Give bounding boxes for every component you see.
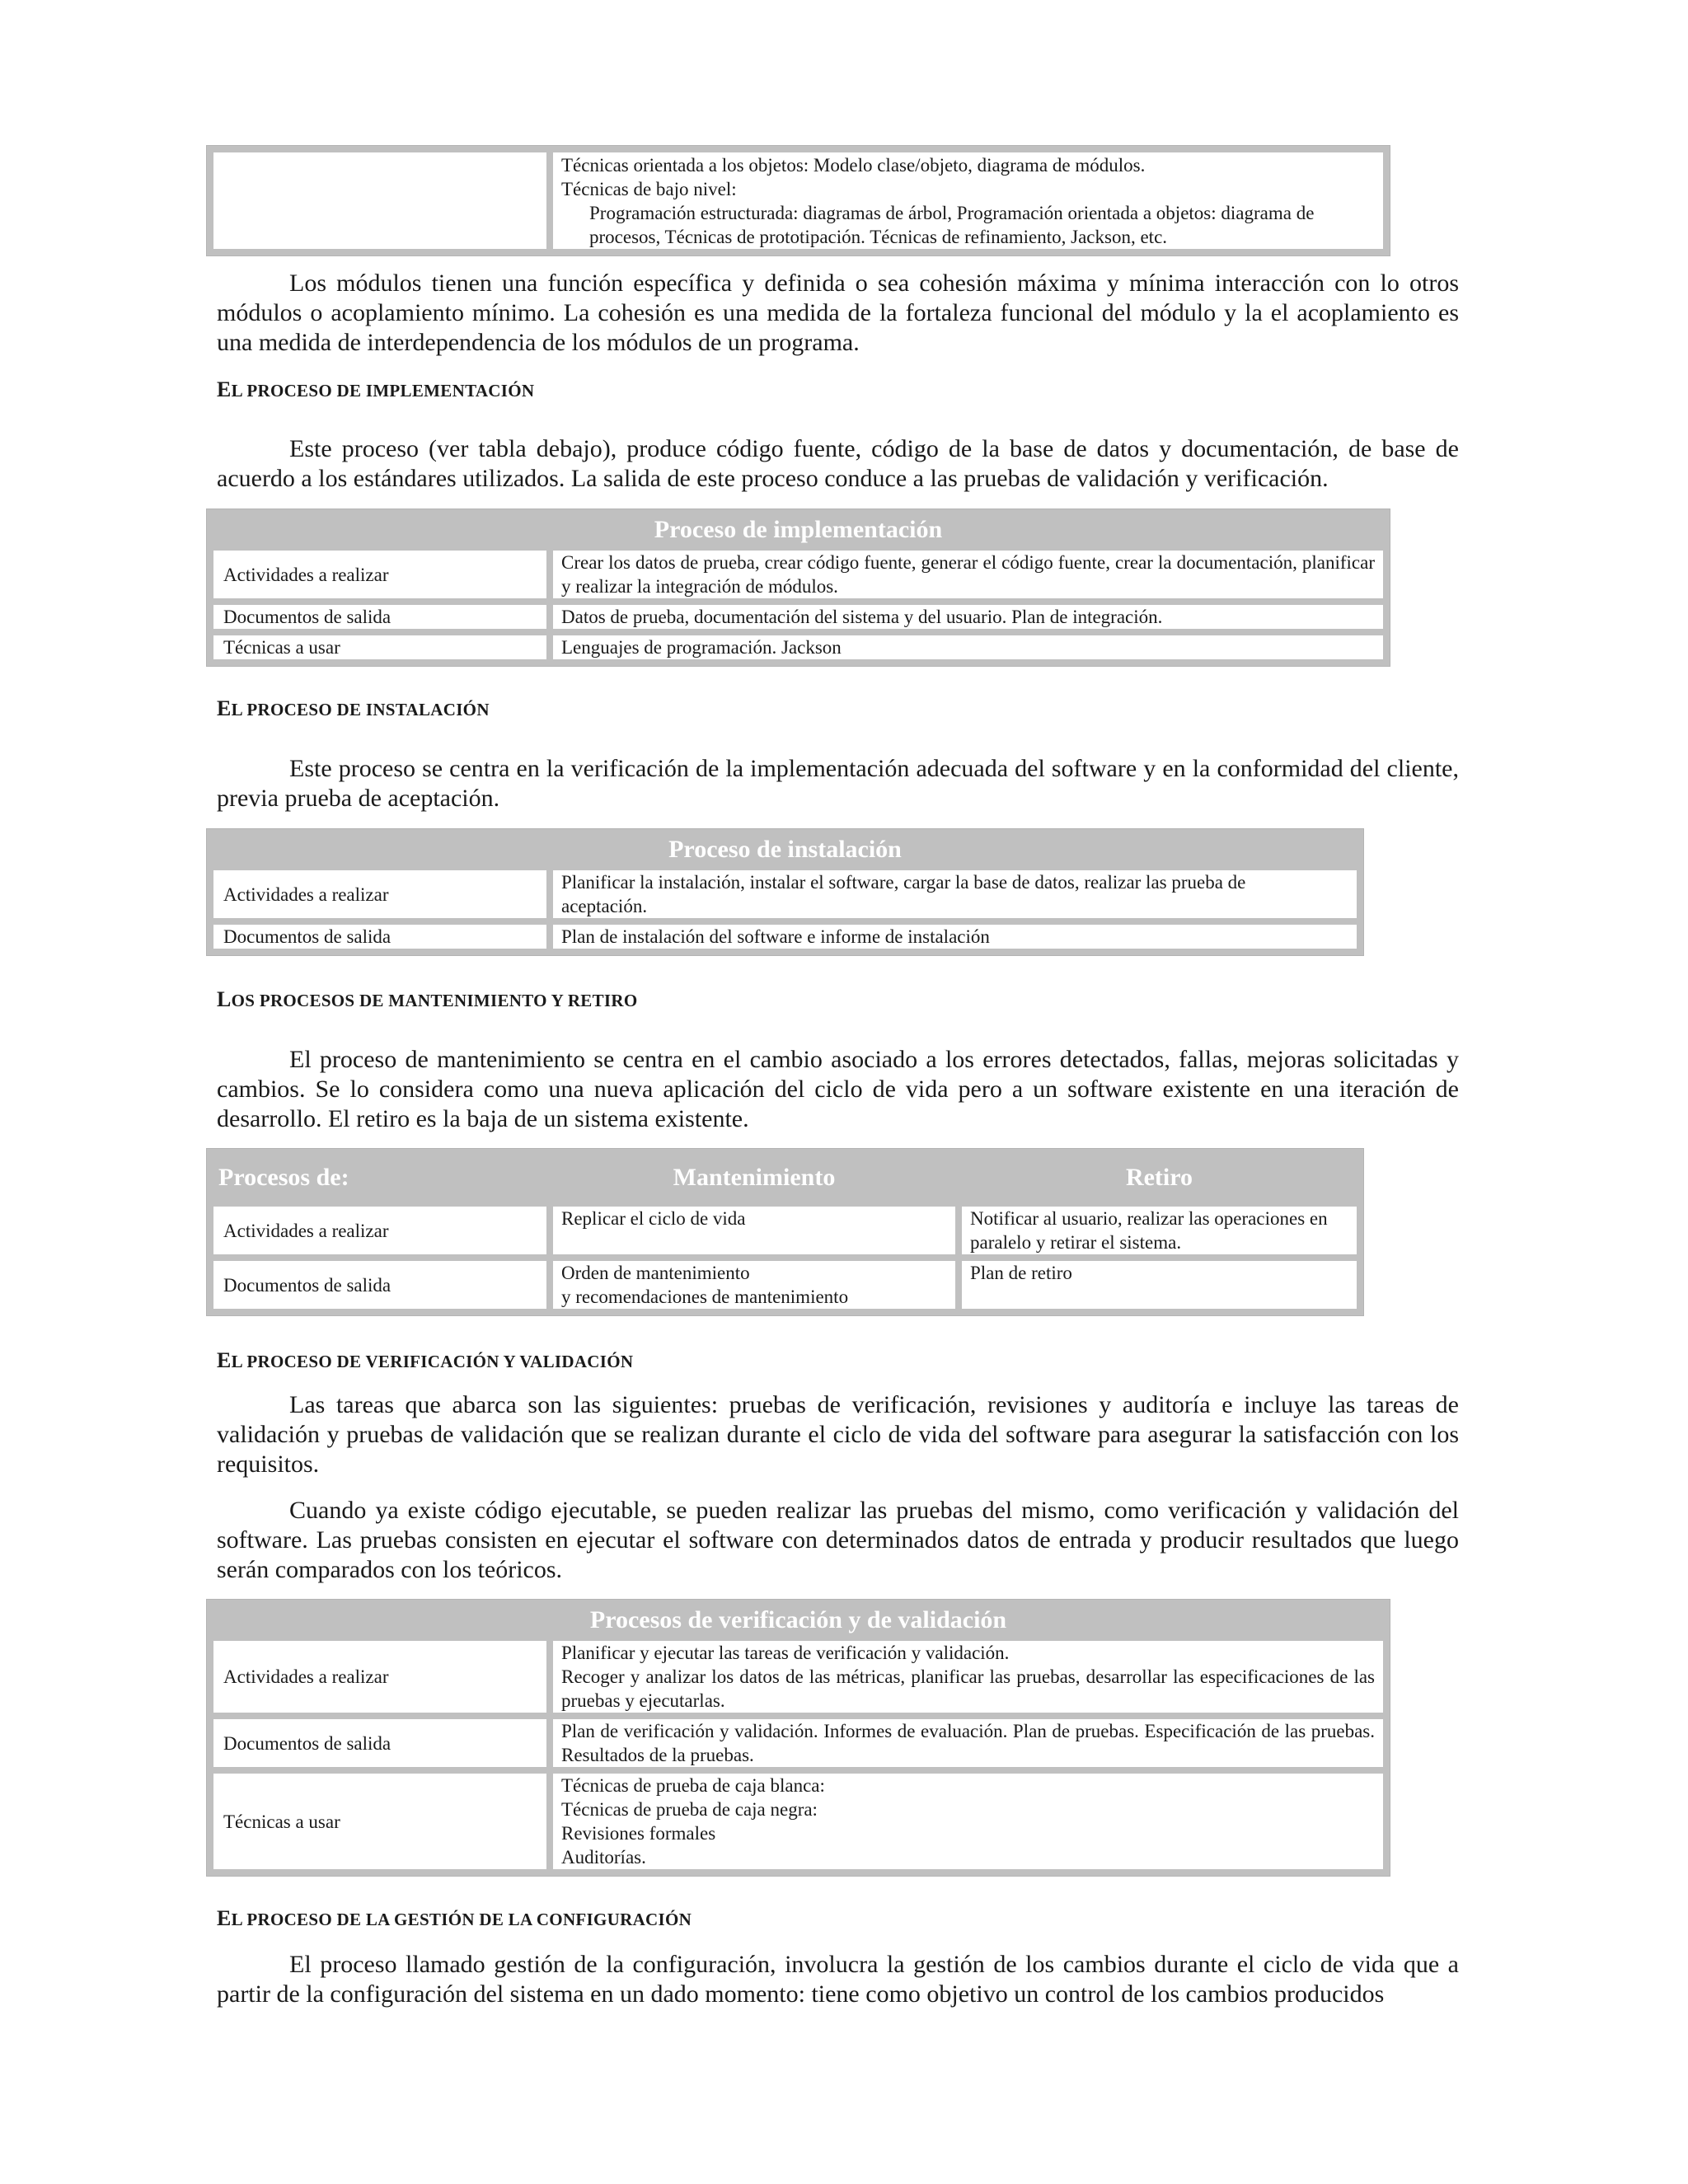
- cell-line: Orden de mantenimiento: [561, 1263, 750, 1283]
- table-cell-label: Técnicas a usar: [213, 1774, 546, 1869]
- section-heading-instalacion: EL PROCESO DE INSTALACIÓN: [217, 696, 490, 720]
- table-cell-value: Lenguajes de programación. Jackson: [553, 635, 1383, 659]
- table-cell-label: Actividades a realizar: [213, 551, 546, 598]
- table-row: [213, 152, 1383, 249]
- table-cell-value: [962, 1261, 1357, 1309]
- table-row: [213, 1261, 1357, 1309]
- cell-line: Técnicas de prueba de caja negra:: [561, 1799, 818, 1820]
- section-heading-mantenimiento: LOS PROCESOS DE MANTENIMIENTO Y RETIRO: [217, 987, 638, 1011]
- table-header: Retiro: [962, 1155, 1357, 1200]
- cell-line-indented: Programación estructurada: diagramas de árbol, Programación orientada a objetos: diagrama de procesos, Técnicas de prototipación. Técnicas de refinamiento, Jackson, etc.: [589, 203, 1315, 247]
- table-cell-label: Documentos de salida: [213, 1719, 546, 1767]
- table-row: [213, 605, 1383, 629]
- table-cell-value: [553, 152, 1383, 249]
- cell-line: Técnicas orientada a los objetos: Modelo clase/objeto, diagrama de módulos.: [561, 155, 1146, 176]
- design-techniques-table: [206, 145, 1390, 256]
- cell-line: Plan de retiro: [970, 1263, 1072, 1283]
- table-row: [213, 870, 1357, 918]
- section-heading-verificacion: EL PROCESO DE VERIFICACIÓN Y VALIDACIÓN: [217, 1348, 634, 1372]
- table-title: Procesos de verificación y de validación: [213, 1606, 1383, 1634]
- table-row: [213, 925, 1357, 949]
- verification-table: [206, 1599, 1390, 1877]
- table-cell-value: Plan de instalación del software e informe de instalación: [553, 925, 1357, 949]
- section-heading-implementacion: EL PROCESO DE IMPLEMENTACIÓN: [217, 377, 535, 401]
- implementation-table: [206, 509, 1390, 667]
- table-cell-label: Documentos de salida: [213, 1261, 546, 1309]
- table-title: Proceso de instalación: [213, 836, 1357, 864]
- table-cell-value: Crear los datos de prueba, crear código fuente, generar el código fuente, crear la documentación, planificar y realizar la integración de módulos.: [553, 551, 1383, 598]
- table-header: Mantenimiento: [553, 1155, 955, 1200]
- cell-line: Auditorías.: [561, 1847, 646, 1868]
- maintenance-table: [206, 1148, 1364, 1316]
- paragraph-verificacion-2: Cuando ya existe código ejecutable, se pueden realizar las pruebas del mismo, como verificación y validación del software. Las pruebas consisten en ejecutar el software con determinados datos de entrada y producir resultados que luego serán comparados con los teóricos.: [217, 1497, 1459, 1583]
- cell-line: y recomendaciones de mantenimiento: [561, 1286, 849, 1307]
- table-row: [213, 635, 1383, 659]
- table-header: Procesos de:: [213, 1155, 546, 1200]
- section-heading-configuracion: EL PROCESO DE LA GESTIÓN DE LA CONFIGURACIÓN: [217, 1906, 692, 1930]
- cell-line: Recoger y analizar los datos de las métricas, planificar las pruebas, desarrollar las especificaciones de las pruebas y ejecutarlas.: [561, 1666, 1375, 1711]
- cell-line: Técnicas de bajo nivel:: [561, 179, 737, 199]
- table-cell-value: [553, 1261, 955, 1309]
- table-cell-label: Actividades a realizar: [213, 1641, 546, 1713]
- table-cell-label: Documentos de salida: [213, 605, 546, 629]
- table-cell-value: [553, 1207, 955, 1254]
- table-cell-value: Datos de prueba, documentación del sistema y del usuario. Plan de integración.: [553, 605, 1383, 629]
- table-row: [213, 1719, 1383, 1767]
- table-row: [213, 551, 1383, 598]
- table-cell-value: Planificar la instalación, instalar el software, cargar la base de datos, realizar las prueba de aceptación.: [553, 870, 1357, 918]
- cell-line: Notificar al usuario, realizar las operaciones en paralelo y retirar el sistema.: [970, 1208, 1328, 1253]
- table-cell-label: Actividades a realizar: [213, 1207, 546, 1254]
- installation-table: [206, 828, 1364, 956]
- cell-line: Replicar el ciclo de vida: [561, 1208, 746, 1229]
- table-cell-value: [553, 1719, 1383, 1767]
- table-row: [213, 1641, 1383, 1713]
- cell-line: Revisiones formales: [561, 1823, 716, 1844]
- paragraph-instalacion: Este proceso se centra en la verificación de la implementación adecuada del software y en la conformidad del cliente, previa prueba de aceptación.: [217, 755, 1459, 812]
- table-row: [213, 1207, 1357, 1254]
- paragraph-configuracion: El proceso llamado gestión de la configuración, involucra la gestión de los cambios durante el ciclo de vida que a partir de la configuración del sistema en un dado momento: tiene como objetivo un control de los cambios producidos: [217, 1951, 1459, 2008]
- table-cell-label: Técnicas a usar: [213, 635, 546, 659]
- cell-line: Plan de verificación y validación. Informes de evaluación. Plan de pruebas. Especificación de las pruebas. Resultados de la pruebas.: [561, 1721, 1375, 1765]
- table-row: [213, 1774, 1383, 1869]
- paragraph-modules: Los módulos tienen una función específica y definida o sea cohesión máxima y mínima interacción con lo otros módulos o acoplamiento mínimo. La cohesión es una medida de la fortaleza funcional del módulo y la el acoplamiento es una medida de interdependencia de los módulos de un programa.: [217, 269, 1459, 356]
- table-title: Proceso de implementación: [213, 516, 1383, 544]
- table-cell-value: [553, 1641, 1383, 1713]
- paragraph-mantenimiento: El proceso de mantenimiento se centra en el cambio asociado a los errores detectados, fallas, mejoras solicitadas y cambios. Se lo considera como una nueva aplicación del ciclo de vida pero a un software existente en una iteración de desarrollo. El retiro es la baja de un sistema existente.: [217, 1046, 1459, 1132]
- paragraph-verificacion-1: Las tareas que abarca son las siguientes: pruebas de verificación, revisiones y auditoría e incluye las tareas de validación y pruebas de validación que se realizan durante el ciclo de vida del software para asegurar la satisfacción con los requisitos.: [217, 1391, 1459, 1478]
- table-cell-label: [213, 152, 546, 249]
- paragraph-implementacion: Este proceso (ver tabla debajo), produce código fuente, código de la base de datos y documentación, de base de acuerdo a los estándares utilizados. La salida de este proceso conduce a las pruebas de validación y verificación.: [217, 435, 1459, 492]
- cell-line: Planificar y ejecutar las tareas de verificación y validación.: [561, 1643, 1010, 1663]
- cell-line: Técnicas de prueba de caja blanca:: [561, 1775, 825, 1796]
- table-cell-value: [962, 1207, 1357, 1254]
- table-cell-label: Documentos de salida: [213, 925, 546, 949]
- table-cell-value: [553, 1774, 1383, 1869]
- table-cell-label: Actividades a realizar: [213, 870, 546, 918]
